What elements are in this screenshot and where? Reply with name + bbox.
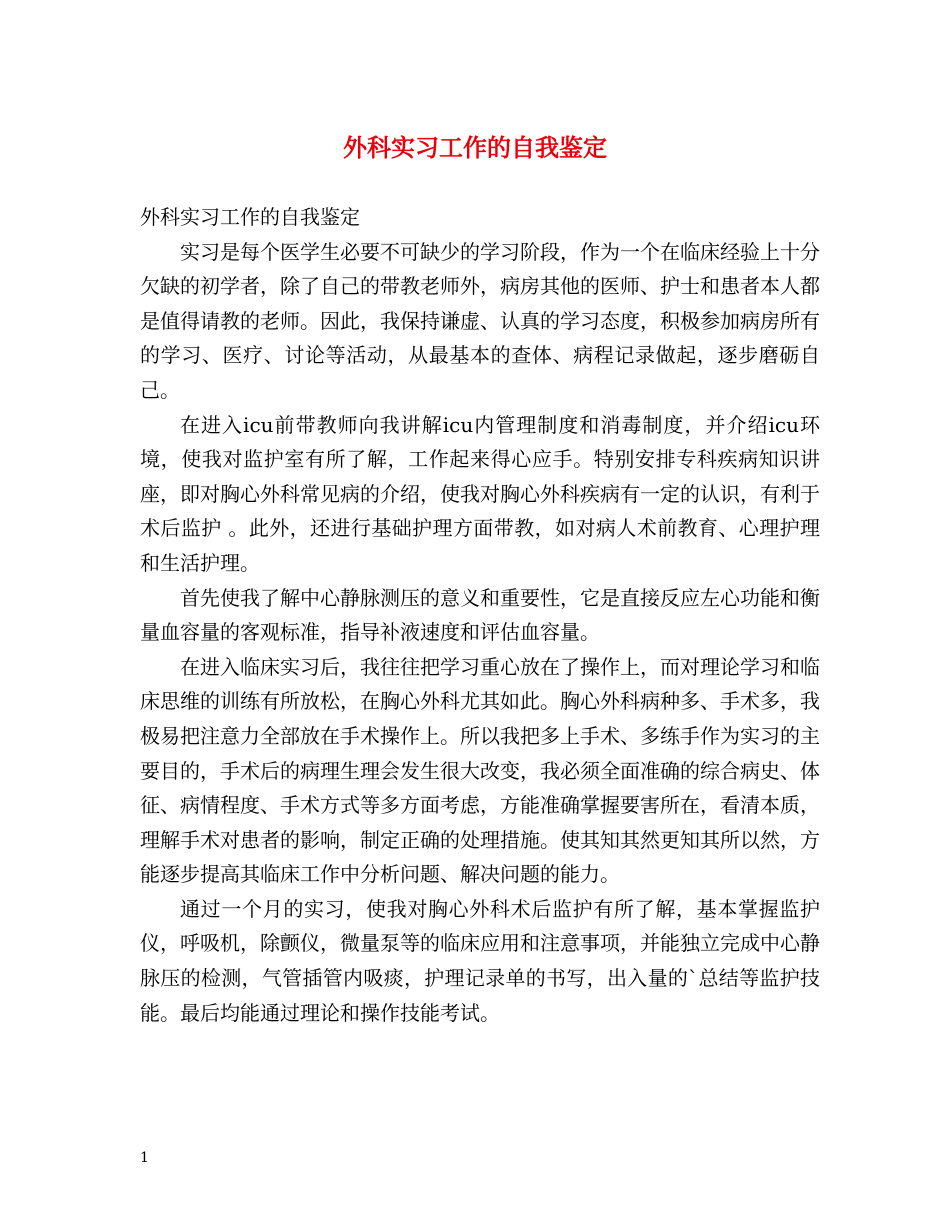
paragraph: 通过一个月的实习，使我对胸心外科术后监护有所了解，基本掌握监护仪，呼吸机，除颤仪，微量泵等的临床应用和注意事项，并能独立完成中心静脉压的检测，气管插管内吸痰，护理记录单的书写，出入量的`总结等监护技能。最后均能通过理论和操作技能考试。 xyxy=(140,896,820,1025)
document-subtitle: 外科实习工作的自我鉴定 xyxy=(140,205,360,229)
page-number: 1 xyxy=(140,1150,149,1166)
paragraph: 在进入icu前带教师向我讲解icu内管理制度和消毒制度，并介绍icu环境，使我对监护室有所了解，工作起来得心应手。特别安排专科疾病知识讲座，即对胸心外科常见病的介绍，使我对胸心外科疾病有一定的认识，有利于术后监护 。此外，还进行基础护理方面带教，如对病人术前教育、心理护理和生活护理。 xyxy=(140,412,820,575)
document-body xyxy=(140,200,820,1030)
paragraph: 实习是每个医学生必要不可缺少的学习阶段，作为一个在临床经验上十分欠缺的初学者，除了自己的带教老师外，病房其他的医师、护士和患者本人都是值得请教的老师。因此，我保持谦虚、认真的学习态度，积极参加病房所有的学习、医疗、讨论等活动，从最基本的查体、病程记录做起，逐步磨砺自己。 xyxy=(140,239,820,402)
paragraph: 首先使我了解中心静脉测压的意义和重要性，它是直接反应左心功能和衡量血容量的客观标准，指导补液速度和评估血容量。 xyxy=(140,585,820,645)
document-title: 外科实习工作的自我鉴定 xyxy=(343,133,607,162)
paragraph: 在进入临床实习后，我往往把学习重心放在了操作上，而对理论学习和临床思维的训练有所放松，在胸心外科尤其如此。胸心外科病种多、手术多，我极易把注意力全部放在手术操作上。所以我把多上手术、多练手作为实习的主要目的，手术后的病理生理会发生很大改变，我必须全面准确的综合病史、体征、病情程度、手术方式等多方面考虑，方能准确掌握要害所在，看清本质，理解手术对患者的影响，制定正确的处理措施。使其知其然更知其所以然，方能逐步提高其临床工作中分析问题、解决问题的能力。 xyxy=(140,654,820,887)
